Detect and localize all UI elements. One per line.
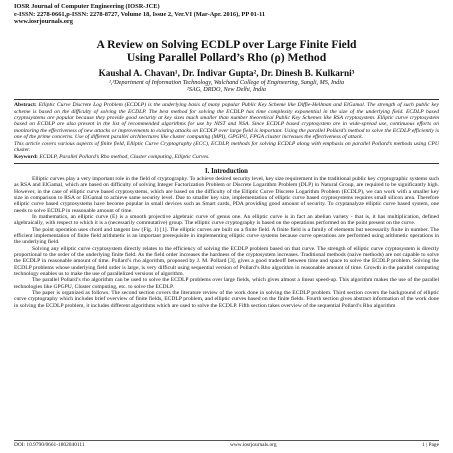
journal-issn: e-ISSN: 2278-0661,p-ISSN: 2278-8727, Volume 18, Issue 2, Ver.VI (Mar-Apr. 2016), PP 01-11 [14, 10, 266, 18]
title-line-1: A Review on Solving ECDLP over Large Finite Field [96, 37, 357, 51]
author-list: Kaushal A. Chavan¹, Dr. Indivar Gupta², Dr. Dinesh B. Kulkarni³ [98, 67, 355, 78]
footer-site[interactable]: www.iosrjournals.org [230, 442, 277, 448]
abstract-label: Abstract: [14, 102, 37, 109]
affiliation-2: ²SAG, DRDO, New Delhi, India [186, 85, 267, 93]
footer-doi: DOI: 10.9790/0661-1802040111 [14, 442, 85, 448]
body-paragraph: The paper is organized as follows. The second section covers the literature review of the work done in solving the ECDLP problem. Third section covers the background of elliptic curve cryptography which includes brief overview of finite fields, ECDLP problem, and elliptic curves based on the finite fields. Fourth section gives abstract information of the work done in solving the ECDLP problem, it includes different algorithms which are used to solve the ECDLP. Fifth section takes overview of the sequential Pollard’s Rho algorithm [14, 290, 439, 309]
body-paragraph: Solving any elliptic curve cryptosystem directly relates to the efficiency of solving the ECDLP problem based on that curve. The strength of elliptic curve cryptosystem is directly proportional to the order of the underlying finite field. As the field order increases the hardness of the cryptosystem increases. Traditional methods (naive methods) are not capable to solve the ECDLP in reasonable amount of time. Pollard’s rho algorithm, proposed by J. M. Pollard [3], gives a good tradeoff between time and space to solve the ECDLP problem. Solving the ECDLP problems whose underlying field order is large, is very difficult using sequential version of Pollard’s Rho algorithm in reasonable amount of time. Growth in the parallel computing technology enables us to make the use of parallelized versions of algorithm. [14, 245, 439, 277]
section-body [14, 176, 439, 309]
abstract-paragraph [14, 102, 439, 140]
affiliation-1: ¹,³Department of Information Technology, Walchand College of Engineering, Sangli, MS, India [108, 78, 345, 86]
abstract-box [14, 99, 439, 164]
keywords-text: ECDLP, Parallel Pollard’s Rho method, Cluster computing, Elliptic Curves. [39, 154, 210, 161]
journal-site[interactable]: www.iosrjournals.org [14, 18, 73, 26]
keywords-label: Keyword: [14, 154, 38, 161]
body-paragraph: Elliptic curves play a very important role in the field of cryptography. To achieve desired security level, key size requirement in the traditional public key cryptographic systems such as RSA and ElGamal, which are based on difficulty of solving Integer Factorization Problem or Discrete Logarithm Problem (DLP) in Natural Group, are required to be significantly high. However, in the case of elliptic curve based cryptosystems, which are based on the difficulty of the Elliptic Curve Discrete Logarithm Problem (ECDLP), we can work with a smaller key size in comparison to RSA or ElGamal to achieve same security level. Due to smaller key size, implementation of elliptic curve based cryptosystems requires small silicon area. Therefore elliptic curve based cryptosystems have become popular in small devices such as Smart cards, PDA providing good amount of security. To cryptanalyze elliptic curve based system, one needs to solve ECDLP in reasonable amount of time. [14, 175, 439, 214]
keywords [14, 154, 439, 160]
footer-page: 1 | Page [422, 442, 439, 448]
journal-header [14, 3, 439, 26]
journal-name: IOSR Journal of Computer Engineering (IOSR-JCE) [14, 3, 160, 10]
body-paragraph: The parallel Pollard’s rho algorithm can be used to solve the ECDLP problems over large fields, which gives almost a linear speed-up. This algorithm makes the use of the parallel technologies like GPGPU, Cluster computing, etc. to solve the ECDLP. [14, 277, 439, 290]
title-line-2: Using Parallel Pollard’s Rho (ρ) Method [126, 50, 327, 64]
abstract-text: Elliptic Curve Discrete Log Problem (ECDLP) is the underlying basis of many popular Public Key Scheme like Diffie-Hellman and ElGamal. The strength of such public key scheme is based on the difficulty of solving the ECDLP. The best method for solving the ECDLP has time complexity exponential in the size of the underlying field. ECDLP based cryptosystems are popular because they provide good security at key sizes much smaller than number theoretical Public Key Schemes like RSA cryptosystem. Elliptic curve cryptosystem based on ECDLP are also present in the list of recommended algorithms for use by NIST and NSA. Since ECDLP based cryptosystem are in wide-spread use, continuous efforts on monitoring the effectiveness of new attacks or improvements to existing attacks on ECDLP over large field is important. Using the parallel Pollard’s method to solve the ECDLP efficiently is one of the prime concerns. Use of different parallel architectures like cluster computing (MPI), GPGPU, FPGA cluster increases the effectiveness of attack. [14, 102, 439, 141]
affiliations [14, 79, 439, 93]
section-heading: I. Introduction [205, 167, 248, 175]
paper-title [14, 38, 439, 64]
body-paragraph: The point operation uses chord and tangent law (Fig. 1) [1]. The elliptic curves are built on a finite field. A finite field is a family of elements but necessarily finite in number. The efficient implementation of finite field arithmetic is an important prerequisite in implementing elliptic curve systems because curve operations are performed using arithmetic operations in the underlying field. [14, 226, 439, 246]
body-paragraph: In mathematics, an elliptic curve (E) is a smooth projective algebraic curve of genus one. An elliptic curve is in fact an abelian variety - that is, it has multiplication, defined algebraically, with respect to which it is a (necessarily commutative) group. The elliptic curve cryptography is based on the operations performed on the point present on the curve. [14, 213, 439, 227]
abstract-paragraph-2: This article covers various aspects of finite field, Elliptic Curve Cryptography (ECC), ECDLP, methods for solving ECDLP along with emphasis on parallel Pollard’s methods using CPU cluster. [14, 140, 439, 154]
page-footer [14, 440, 439, 449]
